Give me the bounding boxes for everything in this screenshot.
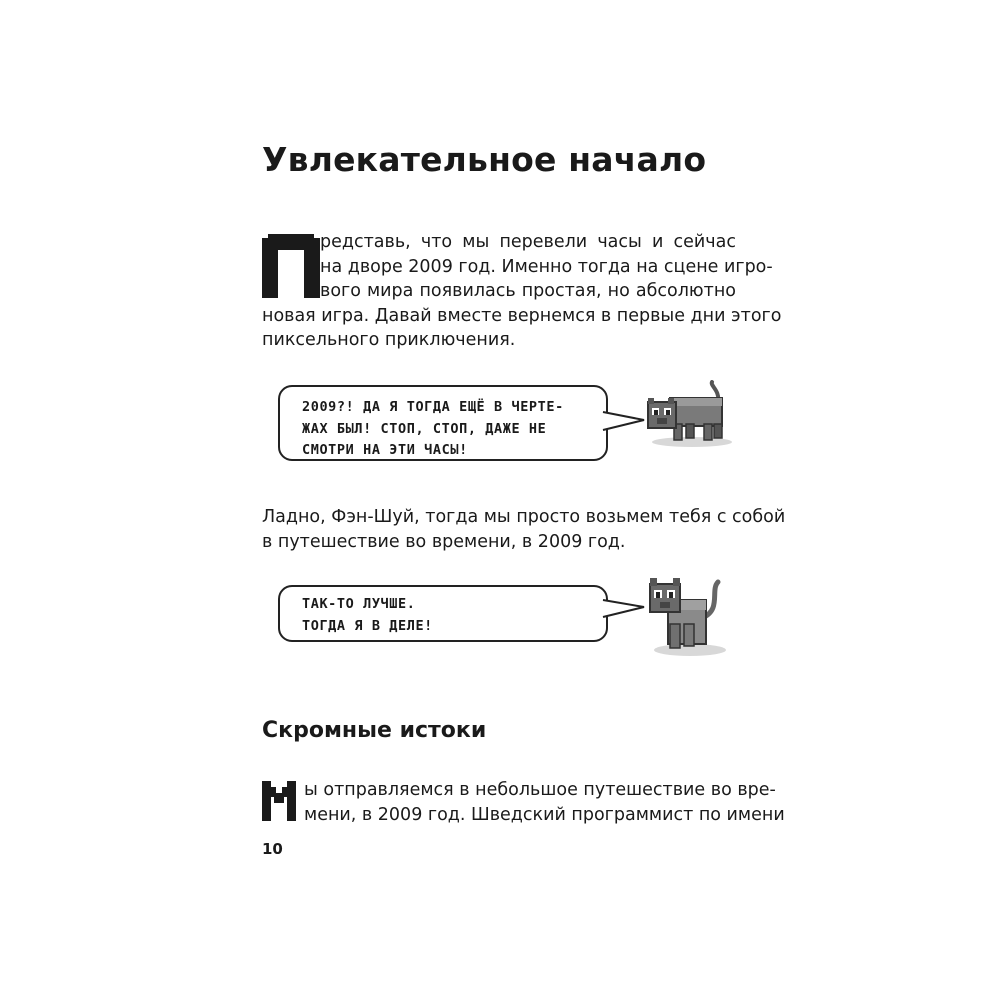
reply-paragraph [262, 505, 786, 554]
page-number: 10 [262, 840, 283, 858]
reply-line-1: Ладно, Фэн-Шуй, тогда мы просто возьмем тебя с собой [262, 507, 786, 527]
intro-line-4: новая игра. Давай вместе вернемся в первые дни этого [262, 305, 782, 326]
intro-line-2: на дворе 2009 год. Именно тогда на сцене игро- [320, 256, 773, 277]
bubble-2-line-1: ТАК-ТО ЛУЧШЕ. [302, 596, 416, 612]
origins-line-1: ы отправляемся в небольшое путешествие во вре- [304, 780, 776, 800]
bubble-1-line-1: 2009?! ДА Я ТОГДА ЕЩЁ В ЧЕРТЕ- [302, 399, 564, 415]
origins-line-2: мени, в 2009 год. Шведский программист по имени [304, 804, 785, 825]
speech-bubble-2-text [302, 594, 433, 637]
intro-line-5: пиксельного приключения. [262, 330, 516, 350]
speech-bubble-2 [278, 585, 608, 642]
bubble-1-line-3: СМОТРИ НА ЭТИ ЧАСЫ! [302, 442, 468, 458]
intro-line-1: редставь, что мы перевели часы и сейчас [320, 232, 736, 252]
pixel-cat-walking-icon [640, 380, 740, 450]
bubble-2-line-2: ТОГДА Я В ДЕЛЕ! [302, 617, 433, 634]
speech-bubble-1-text [302, 397, 564, 462]
intro-line-3: вого мира появилась простая, но абсолютно [320, 281, 736, 301]
reply-line-2: в путешествие во времени, в 2009 год. [262, 531, 626, 552]
origins-paragraph [262, 778, 785, 827]
pixel-cat-sitting-icon [640, 570, 730, 660]
bubble-1-line-2: ЖАХ БЫЛ! СТОП, СТОП, ДАЖЕ НЕ [302, 420, 547, 437]
intro-paragraph [262, 230, 782, 353]
section-title: Увлекательное начало [262, 140, 707, 179]
subsection-title: Скромные истоки [262, 718, 487, 743]
speech-bubble-1 [278, 385, 608, 461]
